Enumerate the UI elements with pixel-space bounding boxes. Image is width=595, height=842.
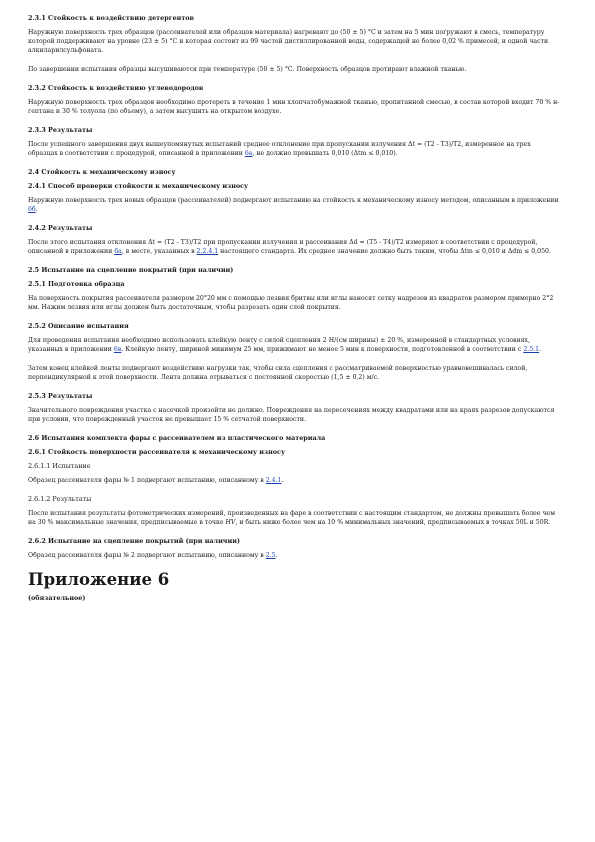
paragraph: Наружную поверхность трех образцов (рассеивателей или образцов материала) нагревают до (50 ± 5) °С и затем на 5 мин погружают в смесь, температуру которой поддерживают на уровне (23 ± 5) °С и которая состоит из 99 частей дистиллированной воды, содержащей не более 0,02 % примесей, и одной части алкиларилсульфоната. — [28, 29, 549, 54]
section-heading: 2.6.1.2 Результаты — [28, 495, 92, 503]
text: После этого испытания отклонения Δt = (T2 - T3)/T2 при пропускании излучения и рассеивания Δd = (T5 - T4)/T2 измеряют в соответствии с процедурой, описанной в приложении — [28, 239, 538, 255]
paragraph: По завершении испытания образцы высушиваются при температуре (50 ± 5) °С. Поверхность образцов протирают влажной тканью. — [28, 66, 467, 73]
clause-link[interactable]: 2.5.1 — [523, 346, 540, 353]
text: . — [35, 206, 38, 213]
text: Наружную поверхность трех новых образцов (рассеивателей) подвергают испытанию на стойкость к механическому износу методом, описанным в приложении — [28, 197, 559, 204]
section-heading: 2.6.1.1 Испытание — [28, 462, 91, 470]
document-page — [28, 14, 560, 602]
paragraph: На поверхность покрытия рассеивателя размером 20°20 мм с помощью лезвия бритвы или иглы наносят сетку надрезов из квадратов размером примерно 2°2 мм. Нажим лезвия или иглы должен быть достаточным, чтобы разрезать один слой покрытия. — [28, 295, 554, 311]
section-heading: 2.6.2 Испытание на сцепление покрытий (при наличии) — [28, 537, 240, 545]
text: . Клейкую ленту, шириной минимум 25 мм, прижимают не менее 5 мин к поверхности, подготовленной в соответствии с — [121, 346, 524, 353]
appendix-title: Приложение 6 — [28, 570, 170, 589]
text: После успешного завершения двух вышеупомянутых испытаний среднее отклонение при пропускании излучения Δt = (T2 - T3)/T2, измеренное на трех образцах в соответствии с процедурой, описанной в приложении — [28, 141, 531, 157]
appendix-link[interactable]: 6а — [244, 150, 253, 157]
section-heading: 2.4.1 Способ проверки стойкости к механическому износу — [28, 182, 249, 190]
paragraph — [28, 196, 560, 214]
section-heading: 2.4 Стойкость к механическому износу — [28, 168, 176, 176]
section-heading: 2.6.1 Стойкость поверхности рассеивателя к механическому износу — [28, 448, 286, 456]
paragraph: Значительного повреждения участка с насечкой произойти не должно. Повреждения на пересечениях между квадратами или на краях разрезов допускаются при условии, что поврежденный участок не превышает 15 % сетчатой поверхности. — [28, 407, 555, 423]
paragraph: Затем конец клейкой ленты подвергают воздействию нагрузки так, чтобы сила сцепления с рассматриваемой поверхностью уравновешивалась силой, перпендикулярной к этой поверхности. Лента должна отрываться с постоянной скоростью (1,5 ± 0,2) м/с. — [28, 365, 528, 381]
section-heading: 2.5.3 Результаты — [28, 392, 93, 400]
clause-link[interactable]: 2.4.1 — [265, 477, 282, 484]
text: , и быть ниже более чем на 10 % минимальных значений, предписываемых в точках 50L и 50R. — [235, 519, 551, 526]
appendix-link[interactable]: 6а — [114, 248, 122, 255]
text: После испытания результаты фотометрических измерений, произведенных на фаре в соответствии с настоящим стандартом, не должны превышать более чем на 30 % максимальные значения, предписываемые в точке — [28, 510, 556, 526]
clause-link[interactable]: 2.5 — [265, 552, 276, 559]
text: Образец рассеивателя фары № 2 подвергают испытанию, описанному в — [28, 552, 266, 559]
paragraph — [28, 238, 560, 256]
paragraph — [28, 140, 560, 158]
point-label: HV — [225, 519, 236, 526]
section-heading: 2.3.3 Результаты — [28, 126, 93, 134]
text: , в месте, указанных в — [121, 248, 197, 255]
text: Образец рассеивателя фары № 1 подвергают испытанию, описанному в — [28, 477, 266, 484]
paragraph — [28, 551, 560, 560]
text: . — [281, 477, 284, 484]
text: Для проведения испытания необходимо использовать клейкую ленту с силой сцепления 2 Н/(см ширины) ± 20 %, измеренной в стандартных условиях, указанных в приложении — [28, 337, 530, 353]
section-heading: 2.5.2 Описание испытания — [28, 322, 129, 330]
section-heading: 2.5.1 Подготовка образца — [28, 280, 125, 288]
paragraph: Наружную поверхность трех образцов необходимо протереть в течение 1 мин хлопчатобумажной тканью, пропитанной смесью, в состав которой входит 70 % н-гептана и 30 % толуола (по объему), а затем высушить на открытом воздухе. — [28, 99, 560, 115]
text: настоящего стандарта. Их среднее значение должно быть таким, чтобы Δtm ≤ 0,010 и Δdm ≤ 0,050. — [218, 248, 551, 255]
section-heading: 2.4.2 Результаты — [28, 224, 93, 232]
paragraph — [28, 336, 560, 354]
text: , не должно превышать 0,010 (Δtm ≤ 0,010). — [252, 150, 398, 157]
section-heading: 2.5 Испытание на сцепление покрытий (при наличии) — [28, 266, 234, 274]
appendix-note: (обязательное) — [28, 594, 86, 602]
appendix-link[interactable]: 6в — [113, 346, 122, 353]
paragraph — [28, 476, 560, 485]
text: . — [275, 552, 278, 559]
section-heading: 2.6 Испытания комплекта фары с рассеивателем из пластического материала — [28, 434, 326, 442]
paragraph — [28, 509, 560, 527]
appendix-link[interactable]: 6б — [28, 206, 36, 213]
section-heading: 2.3.2 Стойкость к воздействию углеводородов — [28, 84, 204, 92]
text: . — [539, 346, 542, 353]
section-heading: 2.3.1 Стойкость к воздействию детергентов — [28, 14, 194, 22]
clause-link[interactable]: 2.2.4.1 — [196, 248, 219, 255]
